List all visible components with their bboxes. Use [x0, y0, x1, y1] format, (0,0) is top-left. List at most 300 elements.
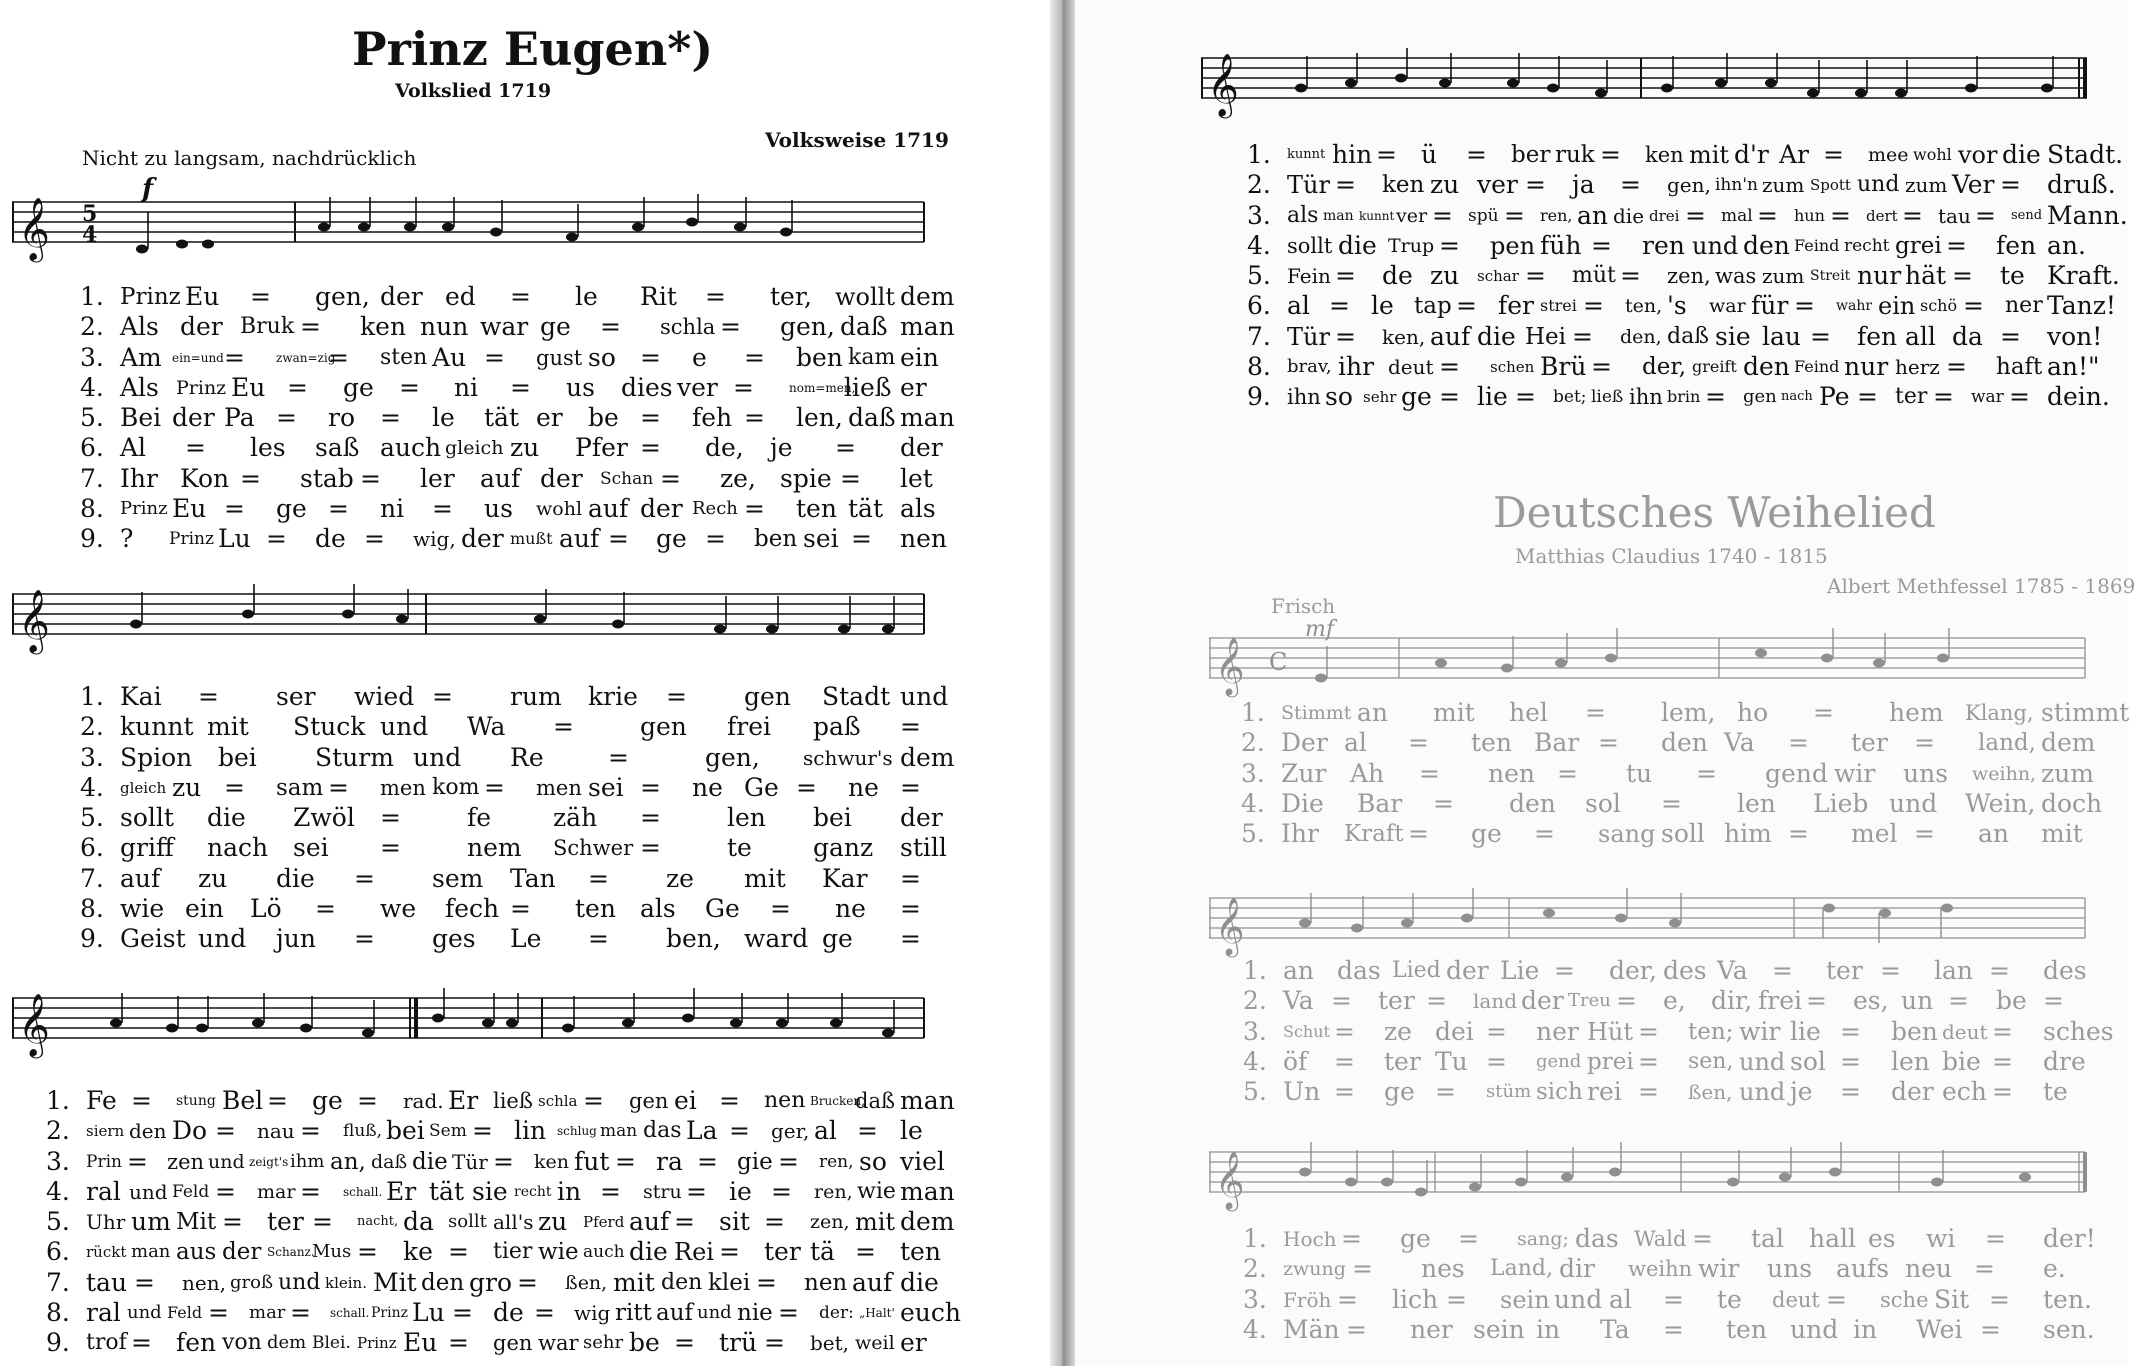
lyric-syllable: = — [1515, 382, 1536, 412]
lyric-syllable: und — [697, 1302, 732, 1324]
lyric-syllable: = — [472, 1116, 493, 1146]
lyric-syllable: = — [1334, 1016, 1355, 1046]
lyric-syllable: an. — [2047, 230, 2086, 260]
lyric-syllable: Hoch — [1283, 1227, 1337, 1251]
lyric-syllable: ger, — [771, 1119, 810, 1144]
verse-line — [1247, 322, 2107, 352]
lyric-syllable: sie — [472, 1176, 508, 1206]
lyric-syllable: Eu — [403, 1328, 438, 1358]
lyric-syllable: der — [380, 282, 423, 311]
lyric-syllable: die — [629, 1237, 668, 1267]
verse-number: 1. — [46, 1086, 70, 1115]
verse-block-1 — [80, 282, 960, 555]
verse-number: 2. — [46, 1116, 70, 1146]
lyric-syllable: nes — [1421, 1254, 1465, 1284]
music-staff-4 — [1209, 617, 2089, 708]
verse-number: 7. — [80, 863, 104, 893]
lyric-syllable: den — [421, 1269, 465, 1296]
verse-line — [80, 864, 960, 894]
verse-number: 2. — [1247, 170, 1271, 200]
lyric-syllable: = — [1975, 200, 1996, 230]
lyric-syllable: = — [1334, 1077, 1355, 1107]
verse-line — [80, 343, 960, 373]
lyric-syllable: ben — [796, 342, 843, 372]
verse-line — [1247, 261, 2120, 291]
lyric-syllable: mit — [207, 712, 249, 742]
lyric-syllable: = — [1572, 321, 1593, 351]
melody-attribution: Volksweise 1719 — [765, 128, 949, 152]
lyric-syllable: die — [1477, 321, 1516, 351]
lyric-syllable: wie — [538, 1239, 579, 1266]
lyric-syllable: fen — [1996, 230, 2037, 260]
lyric-syllable: ber — [1511, 142, 1551, 168]
song-subtitle: Volkslied 1719 — [395, 80, 552, 102]
lyric-syllable: kam — [848, 344, 896, 370]
lyric-syllable: schwur's — [803, 745, 893, 770]
lyric-syllable: Lie — [1500, 956, 1540, 985]
lyric-syllable: = — [240, 463, 261, 493]
lyric-syllable: weihn, — [1972, 762, 2037, 785]
lyric-syllable: wir — [1698, 1254, 1740, 1284]
lyric-syllable: sten — [380, 344, 428, 370]
lyric-syllable: lie — [1790, 1016, 1821, 1046]
lyric-syllable: ter — [1851, 728, 1888, 758]
lyric-syllable: Fein — [1287, 264, 1331, 289]
lyric-syllable: Tu — [1435, 1046, 1468, 1076]
lyric-syllable: zum — [1905, 173, 1948, 198]
lyric-syllable: sem — [432, 863, 484, 893]
verse-number: 8. — [80, 894, 104, 924]
lyric-syllable: = — [1557, 758, 1578, 788]
lyric-syllable: ter — [1378, 986, 1415, 1016]
lyric-syllable: herz — [1895, 355, 1940, 380]
lyric-syllable: ritt — [615, 1300, 652, 1327]
verse-line — [1247, 200, 2128, 231]
lyric-syllable: = — [1980, 1314, 2001, 1344]
lyric-syllable: dir — [1559, 1254, 1595, 1284]
lyric-syllable: = — [1439, 352, 1460, 382]
lyric-syllable: wied — [354, 682, 415, 711]
lyric-syllable: der — [540, 463, 583, 493]
lyric-syllable: = — [1408, 728, 1429, 758]
svg-text:𝄞: 𝄞 — [1207, 53, 1239, 116]
lyric-syllable: = — [131, 1086, 152, 1115]
lyric-syllable: = — [360, 463, 381, 493]
lyric-syllable: rum — [510, 682, 562, 711]
lyric-syllable: ten — [575, 894, 616, 924]
lyric-syllable: recht — [1844, 235, 1890, 256]
lyric-syllable: Als — [120, 312, 159, 342]
lyric-syllable: le — [900, 1116, 923, 1146]
lyric-syllable: te — [2043, 1077, 2068, 1107]
lyric-syllable: nen — [1488, 758, 1535, 788]
lyric-syllable: ge — [822, 924, 853, 954]
lyric-syllable: Sem — [429, 1121, 467, 1142]
lyric-syllable: der — [461, 524, 504, 554]
lyric-syllable: Mus — [312, 1241, 352, 1263]
lyric-syllable: spie — [780, 463, 832, 493]
lyric-syllable: ge — [1401, 382, 1432, 412]
lyric-syllable: = — [517, 1267, 538, 1297]
lyric-syllable: mit — [1689, 141, 1730, 169]
tempo-marking: Nicht zu langsam, nachdrücklich — [82, 146, 417, 170]
lyric-syllable: ho — [1737, 698, 1769, 727]
lyric-syllable: war — [1971, 387, 2004, 408]
lyric-syllable: Land, — [1490, 1256, 1553, 1282]
verse-block-2 — [80, 682, 960, 955]
lyric-syllable: sol — [1790, 1046, 1826, 1076]
lyric-syllable: wig, — [413, 527, 456, 552]
lyric-syllable: sche — [1880, 1287, 1929, 1312]
lyric-syllable: als — [1287, 202, 1319, 228]
lyric-syllable: = — [1948, 986, 1969, 1016]
lyric-syllable: zwung — [1283, 1258, 1346, 1281]
lyric-syllable: = — [1638, 1016, 1659, 1046]
lyric-syllable: = — [224, 494, 245, 524]
lyric-syllable: der — [1446, 956, 1489, 985]
lyric-syllable: ne — [848, 772, 879, 802]
lyric-syllable: = — [764, 1207, 785, 1237]
lyric-syllable: ge — [1471, 819, 1502, 849]
lyric-syllable: zäh — [553, 803, 598, 833]
lyric-syllable: Sit — [1934, 1284, 1970, 1314]
lyric-syllable: wir — [1739, 1016, 1781, 1046]
lyric-syllable: müt — [1572, 263, 1616, 289]
lyric-syllable: ten. — [2043, 1284, 2092, 1314]
lyric-syllable: Mann. — [2047, 200, 2128, 230]
lyric-syllable: der — [900, 433, 943, 463]
lyric-syllable: man — [600, 1121, 638, 1142]
verse-number: 4. — [1241, 788, 1265, 818]
lyric-syllable: gend — [1536, 1050, 1582, 1072]
lyric-syllable: mee — [1868, 144, 1909, 166]
lyric-syllable: Prinz — [371, 1305, 408, 1322]
lyric-syllable: = — [131, 1328, 152, 1358]
lyric-syllable: = — [588, 924, 609, 954]
lyric-syllable: = — [1534, 819, 1555, 849]
lyric-syllable: ihn — [1287, 385, 1321, 410]
lyric-syllable: = — [1331, 986, 1352, 1016]
lyric-syllable: = — [1486, 1016, 1507, 1046]
lyric-syllable: = — [1638, 1046, 1659, 1076]
lyric-syllable: das — [1575, 1224, 1619, 1253]
lyric-syllable: ner — [1536, 1016, 1579, 1046]
lyric-syllable: tap — [1414, 293, 1452, 320]
verse-number: 5. — [80, 403, 104, 433]
lyric-syllable: Stadt. — [2047, 140, 2124, 169]
lyric-syllable: nach — [1781, 389, 1813, 405]
lyric-syllable: Sturm — [315, 742, 394, 772]
lyric-syllable: = — [855, 1237, 876, 1267]
lyric-syllable: = — [764, 1328, 785, 1358]
lyric-syllable: Tür — [452, 1149, 488, 1174]
lyric-syllable: tä — [810, 1237, 835, 1267]
lyric-syllable: auf — [588, 494, 629, 524]
lyric-syllable: ne — [835, 894, 866, 924]
dynamic-marking: f — [142, 174, 154, 204]
lyric-syllable: an, — [330, 1148, 366, 1175]
lyric-syllable: fech — [445, 894, 500, 924]
music-staff-3 — [12, 988, 927, 1078]
lyric-syllable: tu — [1626, 758, 1653, 788]
lyric-syllable: sehr — [1363, 388, 1397, 407]
lyric-syllable: doch — [2041, 788, 2103, 818]
lyric-syllable: al — [1287, 291, 1310, 321]
lyric-syllable: dies — [621, 372, 673, 402]
lyric-syllable: de — [1382, 261, 1413, 291]
lyric-syllable: = — [432, 682, 453, 711]
lyric-syllable: zu — [172, 772, 202, 802]
lyric-syllable: La — [686, 1116, 718, 1146]
lyric-syllable: = — [287, 372, 308, 402]
verse-number: 1. — [1241, 698, 1265, 727]
lyric-syllable: Lied — [1392, 958, 1441, 983]
lyric-syllable: le — [432, 403, 455, 433]
lyric-syllable: in — [1853, 1314, 1878, 1344]
lyric-syllable: Stimmt — [1281, 702, 1352, 724]
lyric-syllable: fen — [176, 1328, 217, 1358]
lyric-syllable: haft — [1996, 354, 2043, 381]
lyric-syllable: in — [1536, 1314, 1561, 1344]
lyric-syllable: still — [900, 833, 947, 863]
lyric-syllable: deut — [1772, 1287, 1820, 1312]
lyric-syllable: ge — [1400, 1224, 1431, 1253]
verse-number: 3. — [1243, 1016, 1267, 1046]
lyric-syllable: weihn — [1628, 1257, 1693, 1282]
lyric-syllable: Fe — [86, 1086, 117, 1115]
lyric-syllable: = — [835, 433, 856, 463]
lyric-syllable: sich — [1536, 1079, 1583, 1106]
lyric-syllable: zum — [1762, 264, 1805, 289]
lyric-syllable: man — [900, 312, 955, 342]
lyric-syllable: die — [276, 863, 315, 893]
lyric-syllable: ruk — [1555, 142, 1595, 168]
lyric-syllable: = — [1335, 321, 1356, 351]
lyric-syllable: = — [1433, 788, 1454, 818]
lyric-syllable: = — [380, 403, 401, 433]
lyric-syllable: de — [493, 1298, 524, 1328]
lyric-syllable: ral — [86, 1176, 121, 1206]
lyric-syllable: Stuck — [293, 712, 366, 742]
lyric-syllable: mit — [744, 863, 786, 893]
lyric-syllable: tier — [493, 1239, 533, 1265]
lyric-syllable: = — [1466, 140, 1487, 169]
lyric-syllable: = — [771, 1176, 792, 1206]
verse-line — [1243, 1016, 2114, 1047]
lyric-syllable: so — [859, 1146, 887, 1176]
lyric-syllable: Brü — [1540, 352, 1587, 382]
lyric-syllable: we — [380, 894, 417, 924]
lyric-syllable: je — [1790, 1077, 1813, 1107]
lyric-syllable: Un — [1283, 1077, 1321, 1107]
lyric-syllable: deut — [1942, 1019, 1988, 1044]
lyric-syllable: wig — [574, 1301, 611, 1326]
lyric-syllable: ge — [343, 372, 374, 402]
lyric-syllable: lan — [1934, 956, 1974, 985]
verse-line — [80, 773, 960, 803]
lyric-syllable: Pfer — [575, 433, 628, 463]
lyric-syllable: = — [1963, 291, 1984, 321]
lyric-syllable: wi — [1926, 1224, 1956, 1253]
lyric-syllable: grei — [1895, 232, 1942, 259]
lyric-syllable: = — [1788, 728, 1809, 758]
lyric-syllable: lie — [1477, 382, 1508, 412]
lyric-syllable: = — [1620, 170, 1641, 200]
lyric-syllable: schen — [1490, 358, 1535, 377]
verse-number: 4. — [1243, 1314, 1267, 1344]
lyric-syllable: Pa — [224, 403, 255, 433]
verse-line — [46, 1268, 960, 1298]
verse-number: 8. — [1247, 352, 1271, 382]
lyric-syllable: hel — [1509, 698, 1548, 727]
lyric-syllable: men — [380, 775, 426, 800]
lyric-syllable: Pe — [1819, 382, 1850, 412]
lyric-syllable: euch — [900, 1298, 961, 1328]
lyric-syllable: auch — [380, 433, 442, 463]
lyric-syllable: = — [1583, 291, 1604, 321]
lyric-syllable: ed — [445, 282, 476, 311]
lyric-syllable: Hüt — [1587, 1017, 1634, 1046]
lyric-syllable: let — [900, 463, 933, 493]
lyric-syllable: Do — [172, 1116, 208, 1146]
verse-line — [1241, 728, 2101, 758]
lyric-syllable: land, — [1978, 730, 2036, 757]
verse-number: 8. — [46, 1298, 70, 1328]
lyric-syllable: te — [1717, 1284, 1742, 1314]
lyric-syllable: stüm — [1486, 1081, 1532, 1103]
lyric-syllable: dem — [900, 1207, 955, 1237]
lyric-syllable: gen — [640, 712, 687, 742]
lyric-syllable: hin — [1332, 140, 1373, 169]
lyric-syllable: ihn'n — [1715, 175, 1758, 196]
lyric-syllable: prei — [1587, 1048, 1634, 1075]
verse-line — [46, 1147, 960, 1177]
verse-line — [1243, 956, 2103, 986]
lyric-syllable: = — [1952, 261, 1973, 291]
lyric-syllable: daß — [1667, 323, 1709, 349]
lyric-syllable: ließ — [1591, 387, 1624, 408]
lyric-syllable: sollt — [120, 803, 174, 833]
lyric-syllable: so — [1325, 382, 1353, 412]
lyric-syllable: tät — [484, 403, 519, 433]
lyric-syllable: Spion — [120, 742, 193, 772]
lyric-syllable: = — [900, 924, 921, 954]
lyric-syllable: bet; — [1553, 387, 1587, 408]
lyric-syllable: Pferd — [583, 1213, 625, 1232]
lyric-syllable: = — [222, 1207, 243, 1237]
lyric-syllable: Lu — [412, 1298, 445, 1328]
verse-number: 3. — [1243, 1284, 1267, 1314]
lyric-syllable: kunnt — [120, 712, 194, 742]
lyric-syllable: fluß, — [343, 1121, 383, 1142]
lyric-syllable: siern — [86, 1122, 125, 1141]
lyric-syllable: ter — [1826, 956, 1863, 985]
lyric-syllable: ren, — [1540, 205, 1573, 225]
lyric-syllable: Va — [1724, 728, 1755, 758]
tempo-marking-2: Frisch — [1271, 594, 1336, 618]
lyric-syllable: ßen, — [565, 1271, 608, 1294]
lyric-syllable: = — [1794, 291, 1815, 321]
lyric-syllable: = — [510, 894, 531, 924]
lyric-syllable: = — [354, 924, 375, 954]
lyric-syllable: an — [1978, 819, 2010, 849]
verse-line — [80, 282, 960, 312]
lyric-syllable: zu — [198, 863, 228, 893]
lyric-syllable: mar — [257, 1180, 296, 1203]
lyric-syllable: von! — [2047, 321, 2103, 351]
lyric-syllable: nom=men, — [789, 380, 856, 395]
lyric-syllable: ter — [1895, 384, 1928, 410]
lyric-syllable: = — [357, 1086, 378, 1115]
lyric-syllable: zen, — [1667, 264, 1711, 289]
verse-block-top — [1247, 140, 2128, 413]
lyric-syllable: be — [588, 403, 619, 433]
lyric-syllable: Ihr — [1281, 819, 1319, 849]
verse-line — [46, 1116, 960, 1146]
lyric-syllable: = — [1620, 261, 1641, 291]
verse-number: 9. — [46, 1328, 70, 1358]
lyric-syllable: sen. — [2043, 1314, 2095, 1344]
verse-number: 3. — [1247, 200, 1271, 230]
lyric-syllable: ren, — [814, 1180, 853, 1203]
lyric-syllable: = — [1525, 170, 1546, 200]
lyric-syllable: ie — [729, 1176, 752, 1206]
lyric-syllable: Feind — [1794, 235, 1840, 255]
lyric-syllable: Spott — [1810, 176, 1851, 195]
lyric-syllable: = — [1840, 1077, 1861, 1107]
lyric-syllable: an — [1577, 200, 1609, 230]
lyric-syllable: = — [900, 863, 921, 893]
lyric-syllable: = — [1992, 1077, 2013, 1107]
verse-number: 2. — [80, 312, 104, 342]
lyric-syllable: Hei — [1525, 323, 1567, 350]
lyric-syllable: = — [1446, 1284, 1467, 1314]
lyric-syllable: = — [660, 463, 681, 493]
lyric-syllable: = — [778, 1298, 799, 1328]
lyric-syllable: = — [674, 1207, 695, 1237]
lyric-syllable: und — [1790, 1314, 1839, 1344]
lyric-syllable: = — [328, 342, 349, 372]
verse-line — [80, 494, 960, 524]
lyric-syllable: len — [1737, 788, 1776, 818]
lyric-syllable: man — [1323, 207, 1354, 224]
lyric-syllable: und — [900, 682, 949, 711]
second-song-title: Deutsches Weihelied — [1493, 488, 1936, 537]
lyric-syllable: Prin — [86, 1151, 122, 1172]
lyric-syllable: er — [900, 372, 927, 402]
lyric-syllable: schall. — [330, 1306, 370, 1321]
lyric-syllable: stru — [643, 1180, 682, 1203]
lyric-syllable: = — [1813, 698, 1834, 727]
lyric-syllable: gen, — [1667, 173, 1711, 198]
lyric-syllable: ten — [1471, 728, 1512, 758]
lyric-syllable: daß — [848, 403, 896, 433]
lyric-syllable: dein. — [2047, 382, 2110, 412]
verse-line — [80, 433, 960, 463]
lyric-syllable: = — [1341, 1224, 1362, 1253]
verse-line — [46, 1328, 960, 1358]
lyric-syllable: ne — [692, 772, 723, 802]
lyric-syllable: = — [1696, 758, 1717, 788]
lyric-syllable: ein — [185, 894, 224, 924]
lyric-syllable: ja — [1572, 170, 1595, 200]
lyric-syllable: = — [1458, 1224, 1479, 1253]
lyric-syllable: was — [1715, 264, 1757, 289]
lyric-syllable: = — [744, 494, 765, 524]
lyric-syllable: = — [1432, 200, 1453, 230]
lyric-syllable: = — [198, 682, 219, 711]
lyric-syllable: sang — [1598, 820, 1656, 849]
